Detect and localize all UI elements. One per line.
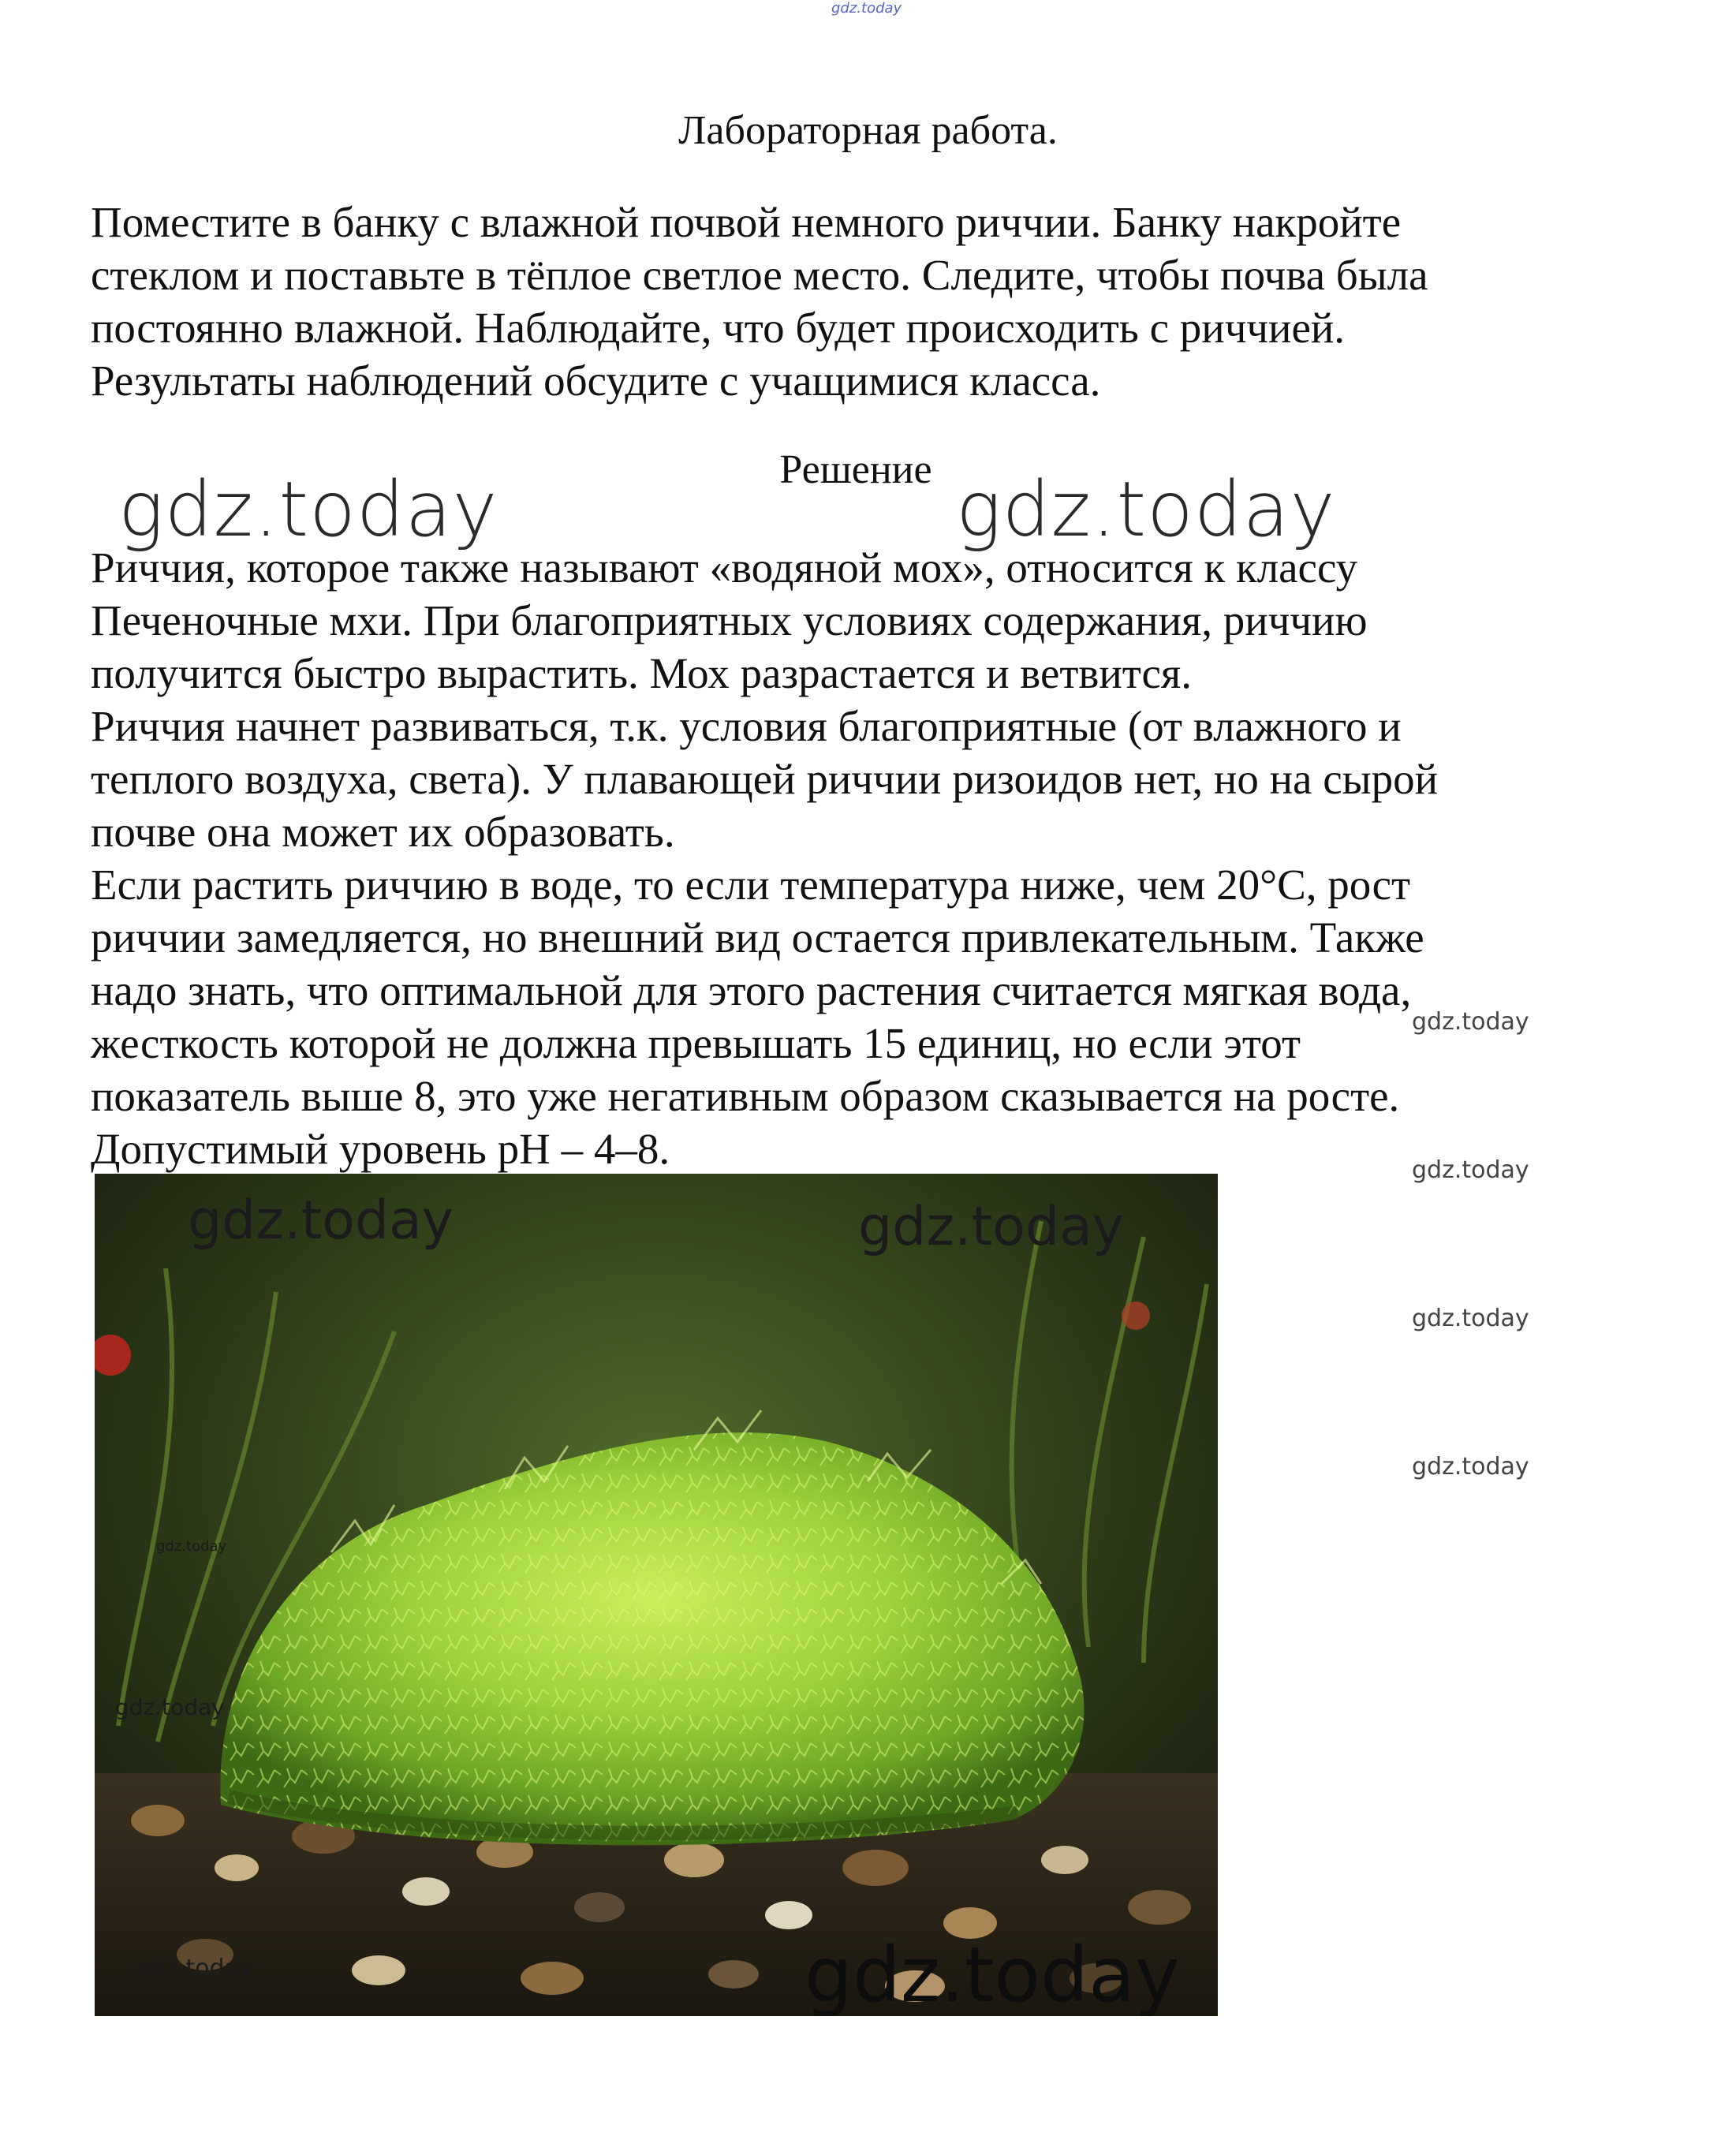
answer-line: Риччия, которое также называют «водяной мох», относится к классу	[91, 543, 1358, 592]
watermark-photo: gdz.today	[858, 1196, 1124, 1258]
watermark-side: gdz.today	[1412, 1453, 1529, 1481]
watermark-photo: gdz.today	[115, 1694, 225, 1720]
watermark-side: gdz.today	[1412, 1008, 1529, 1036]
answer-line: Если растить риччию в воде, то если температура ниже, чем 20°C, рост	[91, 861, 1411, 909]
task-line: Поместите в банку с влажной почвой немного риччии. Банку накройте	[91, 198, 1402, 246]
watermark-side: gdz.today	[1412, 1156, 1529, 1184]
watermark-photo: gdz.today	[805, 1931, 1180, 2016]
answer-line: Печеночные мхи. При благоприятных условиях содержания, риччию	[91, 596, 1368, 644]
watermark-photo: gdz.today	[188, 1189, 454, 1252]
answer-line: риччии замедляется, но внешний вид остается привлекательным. Также	[91, 913, 1424, 962]
answer-line: надо знать, что оптимальной для этого растения считается мягкая вода,	[91, 966, 1412, 1014]
watermark-side: gdz.today	[1412, 1305, 1529, 1332]
riccia-moss-illustration	[95, 1174, 1218, 2016]
watermark-photo: gdz.today	[136, 1955, 253, 1982]
watermark-heading-right: gdz.today	[956, 465, 1336, 554]
solution-heading: Решение	[779, 447, 932, 492]
task-line: постоянно влажной. Наблюдайте, что будет происходить с риччией.	[91, 304, 1346, 352]
watermark-top: gdz.today	[831, 0, 902, 17]
answer-line: Риччия начнет развиваться, т.к. условия благоприятные (от влажного и	[91, 702, 1402, 750]
answer-text	[91, 541, 1589, 1175]
answer-line: жесткость которой не должна превышать 15 единиц, но если этот	[91, 1019, 1301, 1067]
page-title: Лабораторная работа.	[678, 108, 1058, 153]
task-text	[91, 196, 1589, 407]
task-line: стеклом и поставьте в тёплое светлое место. Следите, чтобы почва была	[91, 251, 1428, 299]
answer-line: Допустимый уровень pH – 4–8.	[91, 1125, 670, 1173]
answer-line: почве она может их образовать.	[91, 808, 675, 856]
watermark-heading-left: gdz.today	[118, 465, 498, 554]
watermark-photo: gdz.today	[156, 1538, 227, 1555]
riccia-moss-photo	[95, 1174, 1218, 2016]
answer-line: теплого воздуха, света). У плавающей риччии ризоидов нет, но на сырой	[91, 755, 1439, 803]
answer-line: получится быстро вырастить. Мох разрастается и ветвится.	[91, 649, 1192, 697]
task-line: Результаты наблюдений обсудите с учащимися класса.	[91, 357, 1101, 405]
answer-line: показатель выше 8, это уже негативным образом сказывается на росте.	[91, 1072, 1400, 1120]
